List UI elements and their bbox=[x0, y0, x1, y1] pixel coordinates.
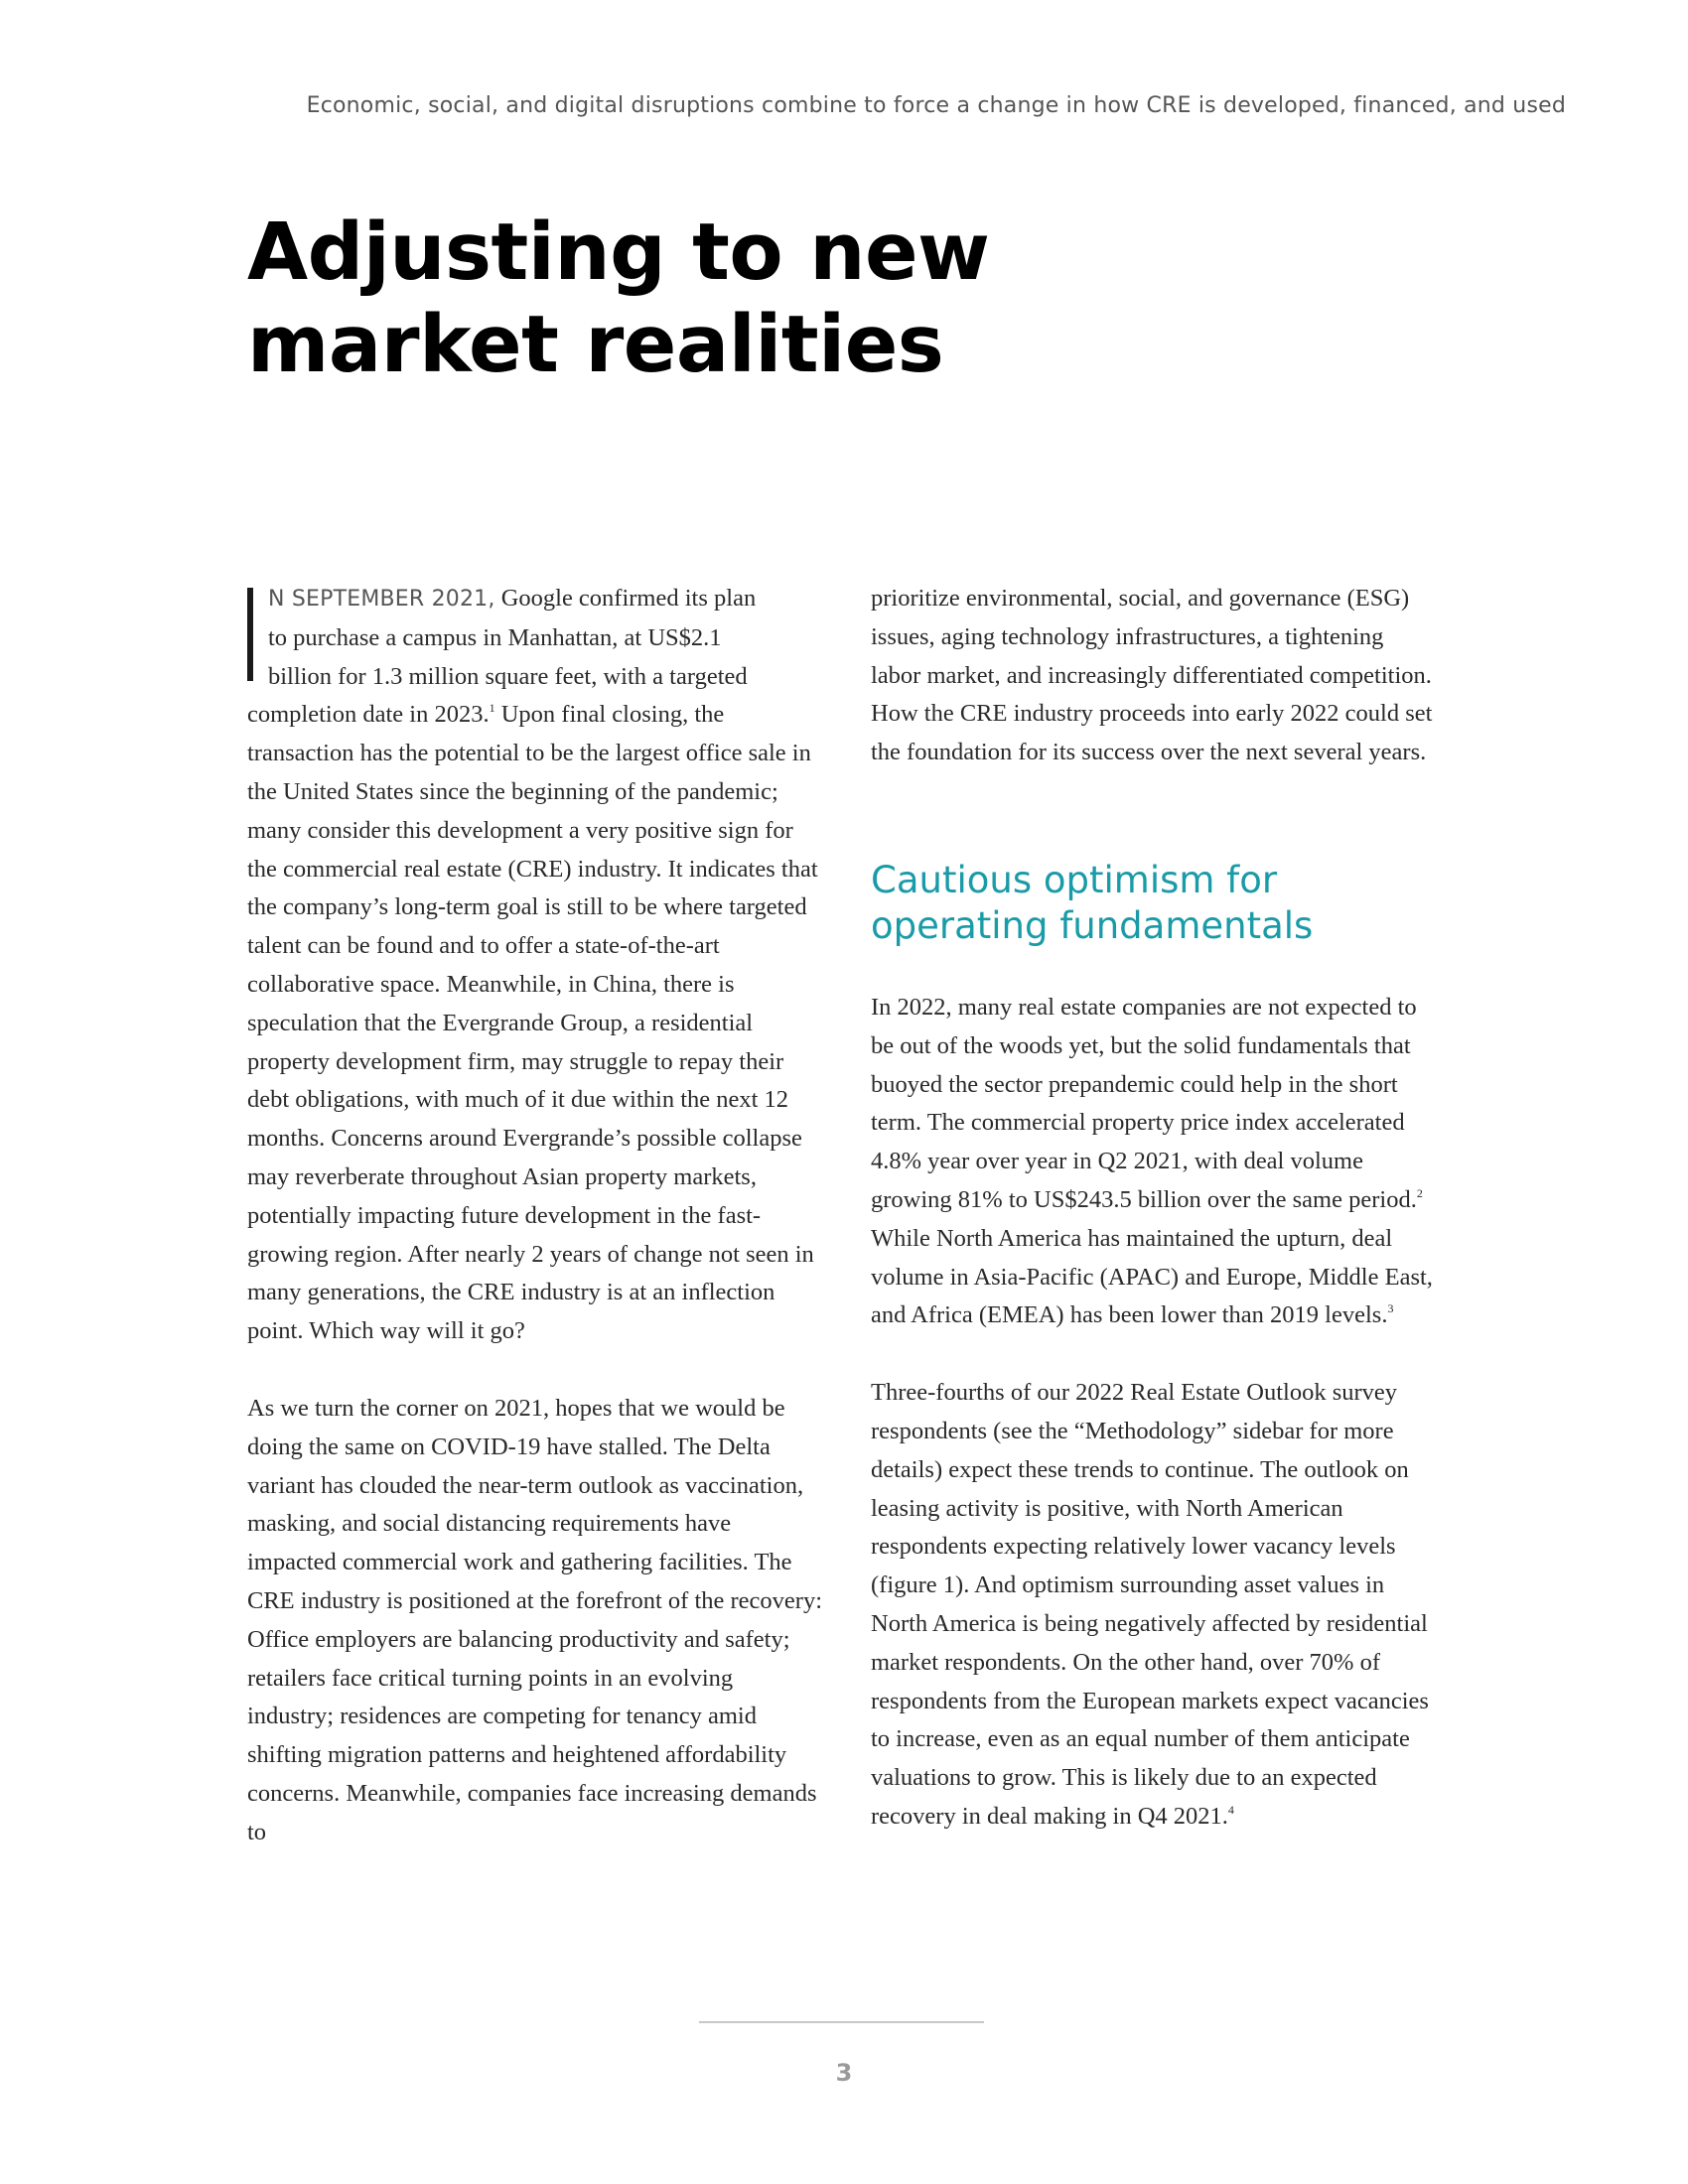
page-title-line-2: market realities bbox=[247, 299, 944, 390]
lead-in-caps: N SEPTEMBER 2021, bbox=[268, 587, 495, 612]
body-text: Upon final closing, the transaction has the potential to be the largest office sale in the United States since the beginning of the pandemic; many consider this development a very positive sign for the commercial real estate (CRE) industry. It indicates that the company’s long-term goal is still to be where targeted talent can be found and to offer a state-of-the-art collaborative space. Meanwhile, in China, there is speculation that the Evergrande Group, a residential property development firm, may struggle to repay their debt obligations, with much of it due within the next 12 months. Concerns around Evergrande’s possible collapse may reverberate throughout Asian property markets, potentially impacting future development in the fast-growing region. After nearly 2 years of change not seen in many generations, the CRE industry is at an inflection point. Which way will it go? bbox=[247, 701, 818, 1345]
section-heading-line-1: Cautious optimism for bbox=[871, 858, 1278, 901]
lead-paragraph-body bbox=[247, 696, 823, 1351]
lead-paragraph bbox=[247, 580, 823, 1351]
left-column bbox=[247, 580, 823, 1852]
page-number: 3 bbox=[835, 2059, 853, 2087]
footnote-ref-2[interactable]: 2 bbox=[1416, 1185, 1423, 1200]
body-text: In 2022, many real estate companies are not expected to be out of the woods yet, but the solid fundamentals that buoyed the sector prepandemic could help in the short term. The commercial property price index accelerated 4.8% year over year in Q2 2021, with deal volume growing 81% to US$243.5 billion over the same period. bbox=[871, 993, 1417, 1213]
lead-line-1 bbox=[247, 580, 823, 619]
right-column bbox=[871, 580, 1437, 1837]
body-paragraph-continued: prioritize environmental, social, and governance (ESG) issues, aging technology infrastructures, a tightening labor market, and increasingly differentiated competition. How the CRE industry proceeds into early 2022 could set the foundation for its success over the next several years. bbox=[871, 585, 1433, 766]
body-paragraph-survey bbox=[871, 1374, 1437, 1837]
page-title-line-1: Adjusting to new bbox=[247, 206, 990, 298]
section-heading bbox=[871, 858, 1437, 949]
footnote-ref-4[interactable]: 4 bbox=[1227, 1802, 1234, 1817]
section-heading-line-2: operating fundamentals bbox=[871, 903, 1314, 947]
body-text: Three-fourths of our 2022 Real Estate Outlook survey respondents (see the “Methodology” sidebar for more details) expect these trends to continue. The outlook on leasing activity is positive, with North American respondents expecting relatively lower vacancy levels (figure 1). And optimism surrounding asset values in North America is being negatively affected by residential market respondents. On the other hand, over 70% of respondents from the European markets expect vacancies to increase, even as an equal number of them anticipate valuations to grow. This is likely due to an expected recovery in deal making in Q4 2021. bbox=[871, 1379, 1429, 1830]
lead-line-2: to purchase a campus in Manhattan, at US$2.1 bbox=[268, 623, 722, 651]
footnote-ref-1[interactable]: 1 bbox=[489, 701, 495, 716]
footer-divider bbox=[699, 2021, 984, 2023]
lead-line-1-text: Google confirmed its plan bbox=[494, 585, 757, 612]
running-header: Economic, social, and digital disruptions combine to force a change in how CRE is developed, financed, and used bbox=[306, 93, 1566, 118]
body-paragraph-fundamentals bbox=[871, 989, 1437, 1335]
page-title bbox=[247, 206, 1141, 391]
lead-line-3: billion for 1.3 million square feet, with a targeted bbox=[268, 662, 748, 690]
footnote-ref-3[interactable]: 3 bbox=[1387, 1301, 1394, 1316]
body-paragraph-2: As we turn the corner on 2021, hopes that we would be doing the same on COVID-19 have stalled. The Delta variant has clouded the near-term outlook as vaccination, masking, and social distancing requirements have impacted commercial work and gathering facilities. The CRE industry is positioned at the forefront of the recovery: Office employers are balancing productivity and safety; retailers face critical turning points in an evolving industry; residences are competing for tenancy amid shifting migration patterns and heightened affordability concerns. Meanwhile, companies face increasing demands to bbox=[247, 1394, 823, 1845]
body-text: While North America has maintained the upturn, deal volume in Asia-Pacific (APAC) and Europe, Middle East, and Africa (EMEA) has been lower than 2019 levels. bbox=[871, 1224, 1433, 1329]
body-text: completion date in 2023. bbox=[247, 701, 490, 729]
drop-cap-i-bar bbox=[247, 588, 253, 681]
